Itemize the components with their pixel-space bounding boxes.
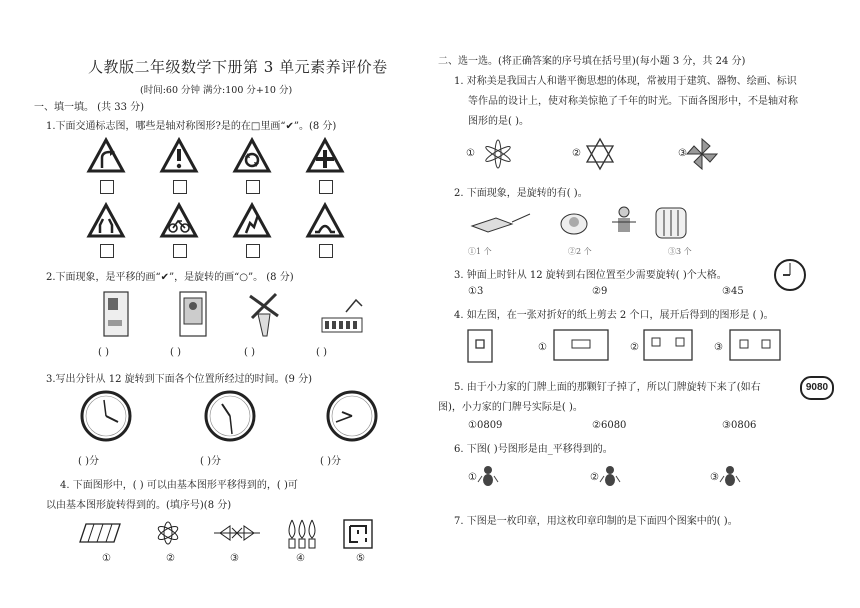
p2-q2-opt1[interactable]: ①1 个 (468, 247, 492, 256)
p2-q3-opt2[interactable]: ②9 (592, 286, 608, 297)
part2-heading: 二、选一选。(将正确答案的序号填在括号里)(每小题 3 分，共 24 分) (438, 56, 746, 67)
q2-pictures (98, 290, 368, 340)
part1-q4-line2: 以由基本图形旋转得到的。(填序号)(8 分) (46, 500, 232, 511)
star-of-david-icon (587, 139, 613, 169)
q2-blank-1[interactable]: ( ) (98, 347, 109, 358)
part2-q3: 3. 钟面上时针从 12 旋转到右图位置至少需要旋转( )个大格。 (454, 270, 727, 281)
sign-checkbox-6[interactable] (173, 244, 187, 258)
parallelogram-pattern-icon (80, 524, 120, 542)
washing-machine-icon (561, 214, 587, 234)
paper-cutter-icon (472, 214, 530, 232)
q4-label-5: ⑤ (356, 553, 365, 564)
elevator-icon (180, 292, 206, 336)
door-plate: 9080 (800, 376, 834, 400)
six-petal-icon (484, 140, 511, 168)
windmill-icon (250, 294, 278, 336)
p2-q4-opt1[interactable]: ① (538, 342, 547, 353)
p2-q1-opt2[interactable]: ② (572, 148, 581, 159)
clock-icon (82, 392, 130, 440)
p2-q2-pictures (470, 204, 700, 244)
q4-label-4: ④ (296, 553, 305, 564)
sign-crossroad-icon (308, 140, 342, 171)
part2-q4: 4. 如左图，在一张对折好的纸上剪去 2 个口，展开后得到的图形是 ( )。 (454, 310, 774, 321)
part1-heading: 一、填一填。 (共 33 分) (34, 102, 145, 113)
p2-q1-figures (480, 136, 720, 172)
part1-q4-line1: 4. 下面图形中，( ) 可以由基本图形平移得到的，( )可 (60, 480, 298, 491)
paper-option-3-icon (730, 330, 780, 360)
ant-icon (600, 466, 620, 486)
flower-pattern-icon (156, 522, 179, 544)
q3-blank-3[interactable]: ( )分 (320, 456, 341, 467)
leaf-pattern-icon (289, 520, 315, 548)
sign-checkbox-4[interactable] (319, 180, 333, 194)
sign-checkbox-8[interactable] (319, 244, 333, 258)
part1-q2: 2.下面现象，是平移的画“✔”，是旋转的画“○”。 (8 分) (46, 272, 294, 283)
p2-q3-opt1[interactable]: ①3 (468, 286, 484, 297)
revolving-door-icon (656, 208, 686, 238)
q4-label-1: ① (102, 553, 111, 564)
sign-checkbox-7[interactable] (246, 244, 260, 258)
sign-checkbox-5[interactable] (100, 244, 114, 258)
p2-q3-opt3[interactable]: ③45 (722, 286, 744, 297)
part1-q1: 1.下面交通标志图，哪些是轴对称图形?是的在□里画“✔”。(8 分) (46, 121, 337, 132)
sign-checkbox-3[interactable] (246, 180, 260, 194)
part2-q1-line2: 等作品的设计上，使对称美惊艳了千年的时光。下面各图形中，不是轴对称 (468, 96, 798, 107)
sign-checkbox-2[interactable] (173, 180, 187, 194)
q4-shapes (78, 518, 378, 554)
q4-label-3: ③ (230, 553, 239, 564)
page-subtitle: (时间:60 分钟 满分:100 分+10 分) (140, 85, 293, 96)
p2-q6-opt2[interactable]: ② (590, 472, 599, 483)
ant-icon (478, 466, 498, 486)
p2-q6-opt1[interactable]: ① (468, 472, 477, 483)
pinwheel-icon (687, 139, 717, 169)
part2-q1-line3: 图形的是( )。 (468, 116, 529, 127)
part2-q5-line1: 5. 由于小力家的门牌上面的那颗钉子掉了，所以门牌旋转下来了(如右 (454, 382, 761, 393)
maze-square-icon (344, 520, 372, 548)
p2-q5-opt3[interactable]: ③0806 (722, 420, 757, 431)
part2-q1-line1: 1. 对称美是我国古人和谐平衡思想的体现，常被用于建筑、器物、绘画、标识 (454, 76, 797, 87)
p2-q6-figures (478, 462, 758, 492)
page-title: 人教版二年级数学下册第 3 单元素养评价卷 (88, 58, 388, 76)
part2-q2: 2. 下面现象，是旋转的有( )。 (454, 188, 588, 199)
sign-bump-icon (308, 205, 342, 236)
abacus-icon (322, 300, 362, 332)
p2-q2-opt2[interactable]: ②2 个 (568, 247, 592, 256)
p2-q4-opt3[interactable]: ③ (714, 342, 723, 353)
ant-icon (720, 466, 740, 486)
child-spinning-icon (612, 207, 636, 232)
q3-clocks (80, 390, 380, 444)
part2-q6: 6. 下图( )号图形是由_平移得到的。 (454, 444, 613, 455)
sign-checkbox-1[interactable] (100, 180, 114, 194)
sign-narrow-road-icon (89, 205, 123, 236)
sign-falling-rocks-icon (235, 205, 269, 236)
q3-blank-2[interactable]: ( )分 (200, 456, 221, 467)
p2-q5-opt1[interactable]: ①0809 (468, 420, 503, 431)
paper-option-2-icon (644, 330, 692, 360)
q2-blank-4[interactable]: ( ) (316, 347, 327, 358)
q4-label-2: ② (166, 553, 175, 564)
arrow-chain-icon (214, 526, 260, 540)
p2-q6-opt3[interactable]: ③ (710, 472, 719, 483)
sign-bicycle-icon (162, 205, 196, 236)
vending-machine-icon (104, 292, 128, 336)
p2-q1-opt1[interactable]: ① (466, 148, 475, 159)
q3-blank-1[interactable]: ( )分 (78, 456, 99, 467)
part2-q7: 7. 下图是一枚印章，用这枚印章印制的是下面四个图案中的( )。 (454, 516, 738, 527)
p2-q1-opt3[interactable]: ③ (678, 148, 687, 159)
folded-paper-icon (468, 330, 492, 362)
small-clock-icon (772, 258, 812, 292)
p2-q4-opt2[interactable]: ② (630, 342, 639, 353)
part1-q3: 3.写出分针从 12 旋转到下面各个位置所经过的时间。(9 分) (46, 374, 312, 385)
p2-q5-opt2[interactable]: ②6080 (592, 420, 627, 431)
p2-q2-opt3[interactable]: ③3 个 (668, 247, 692, 256)
sign-warning-icon (162, 140, 196, 171)
traffic-signs-row2 (88, 203, 348, 243)
clock-icon (328, 392, 376, 440)
part2-q5-line2: 图)，小力家的门牌号实际是( )。 (438, 402, 583, 413)
clock-icon (206, 392, 254, 440)
paper-option-1-icon (554, 330, 608, 360)
traffic-signs-row1 (88, 138, 348, 178)
sign-roundabout-icon (235, 140, 269, 171)
q2-blank-2[interactable]: ( ) (170, 347, 181, 358)
q2-blank-3[interactable]: ( ) (244, 347, 255, 358)
sign-turn-icon (89, 140, 123, 171)
